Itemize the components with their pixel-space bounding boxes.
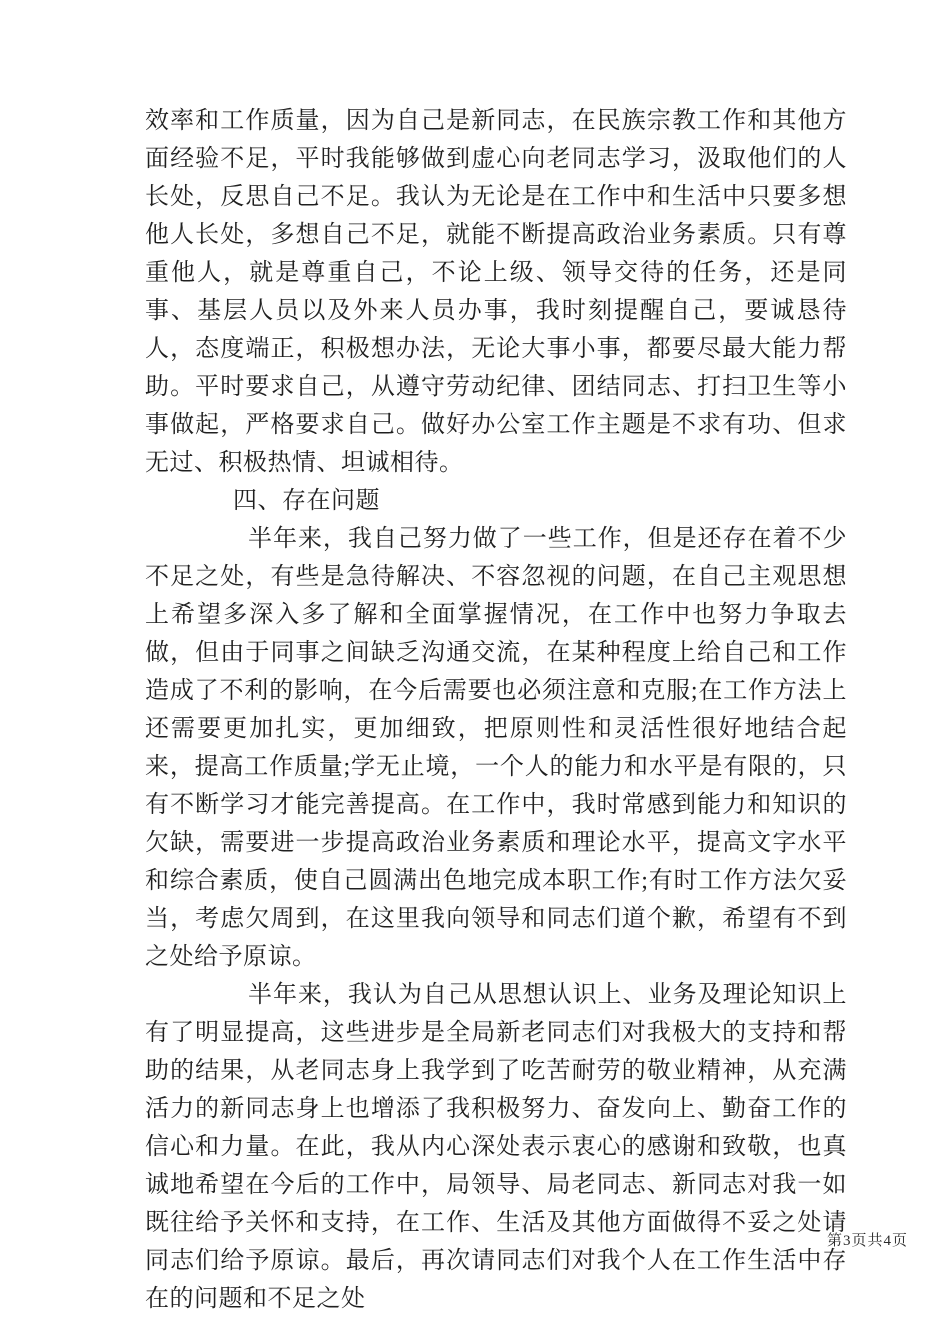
section-heading: 四、存在问题 [233,488,380,514]
body-paragraph-problems: 半年来，我自己努力做了一些工作，但是还存在着不少不足之处，有些是急待解决、不容忽视的问题，在自己主观思想上希望多深入多了解和全面掌握情况，在工作中也努力争取去做，但由于同事之间缺乏沟通交流，在某种程度上给自己和工作造成了不利的影响，在今后需要也必须注意和克服;在工作方法上还需要更加扎实，更加细致，把原则性和灵活性很好地结合起来，提高工作质量;学无止境，一个人的能力和水平是有限的，只有不断学习才能完善提高。在工作中，我时常感到能力和知识的欠缺，需要进一步提高政治业务素质和理论水平，提高文字水平和综合素质，使自己圆满出色地完成本职工作;有时工作方法欠妥当，考虑欠周到，在这里我向领导和同志们道个歉，希望有不到之处给予原谅。 [145,526,847,970]
body-paragraph-continuation: 效率和工作质量，因为自己是新同志，在民族宗教工作和其他方面经验不足，平时我能够做到虚心向老同志学习，汲取他们的人长处，反思自己不足。我认为无论是在工作中和生活中只要多想他人长处，多想自己不足，就能不断提高政治业务素质。只有尊重他人，就是尊重自己，不论上级、领导交待的任务，还是同事、基层人员以及外来人员办事，我时刻提醒自己，要诚恳待人，态度端正，积极想办法，无论大事小事，都要尽最大能力帮助。平时要求自己，从遵守劳动纪律、团结同志、打扫卫生等小事做起，严格要求自己。做好办公室工作主题是不求有功、但求无过、积极热情、坦诚相待。 [145,108,847,476]
page-number-footer: 第3页共4页 [826,1233,908,1249]
body-paragraph-gratitude: 半年来，我认为自己从思想认识上、业务及理论知识上有了明显提高，这些进步是全局新老同志们对我极大的支持和帮助的结果，从老同志身上我学到了吃苦耐劳的敬业精神，从充满活力的新同志身上也增添了我积极努力、奋发向上、勤奋工作的信心和力量。在此，我从内心深处表示衷心的感谢和致敬，也真诚地希望在今后的工作中，局领导、局老同志、新同志对我一如既往给予关怀和支持，在工作、生活及其他方面做得不妥之处请同志们给予原谅。最后，再次请同志们对我个人在工作生活中存在的问题和不足之处 [145,982,847,1312]
document-body [145,102,847,1318]
